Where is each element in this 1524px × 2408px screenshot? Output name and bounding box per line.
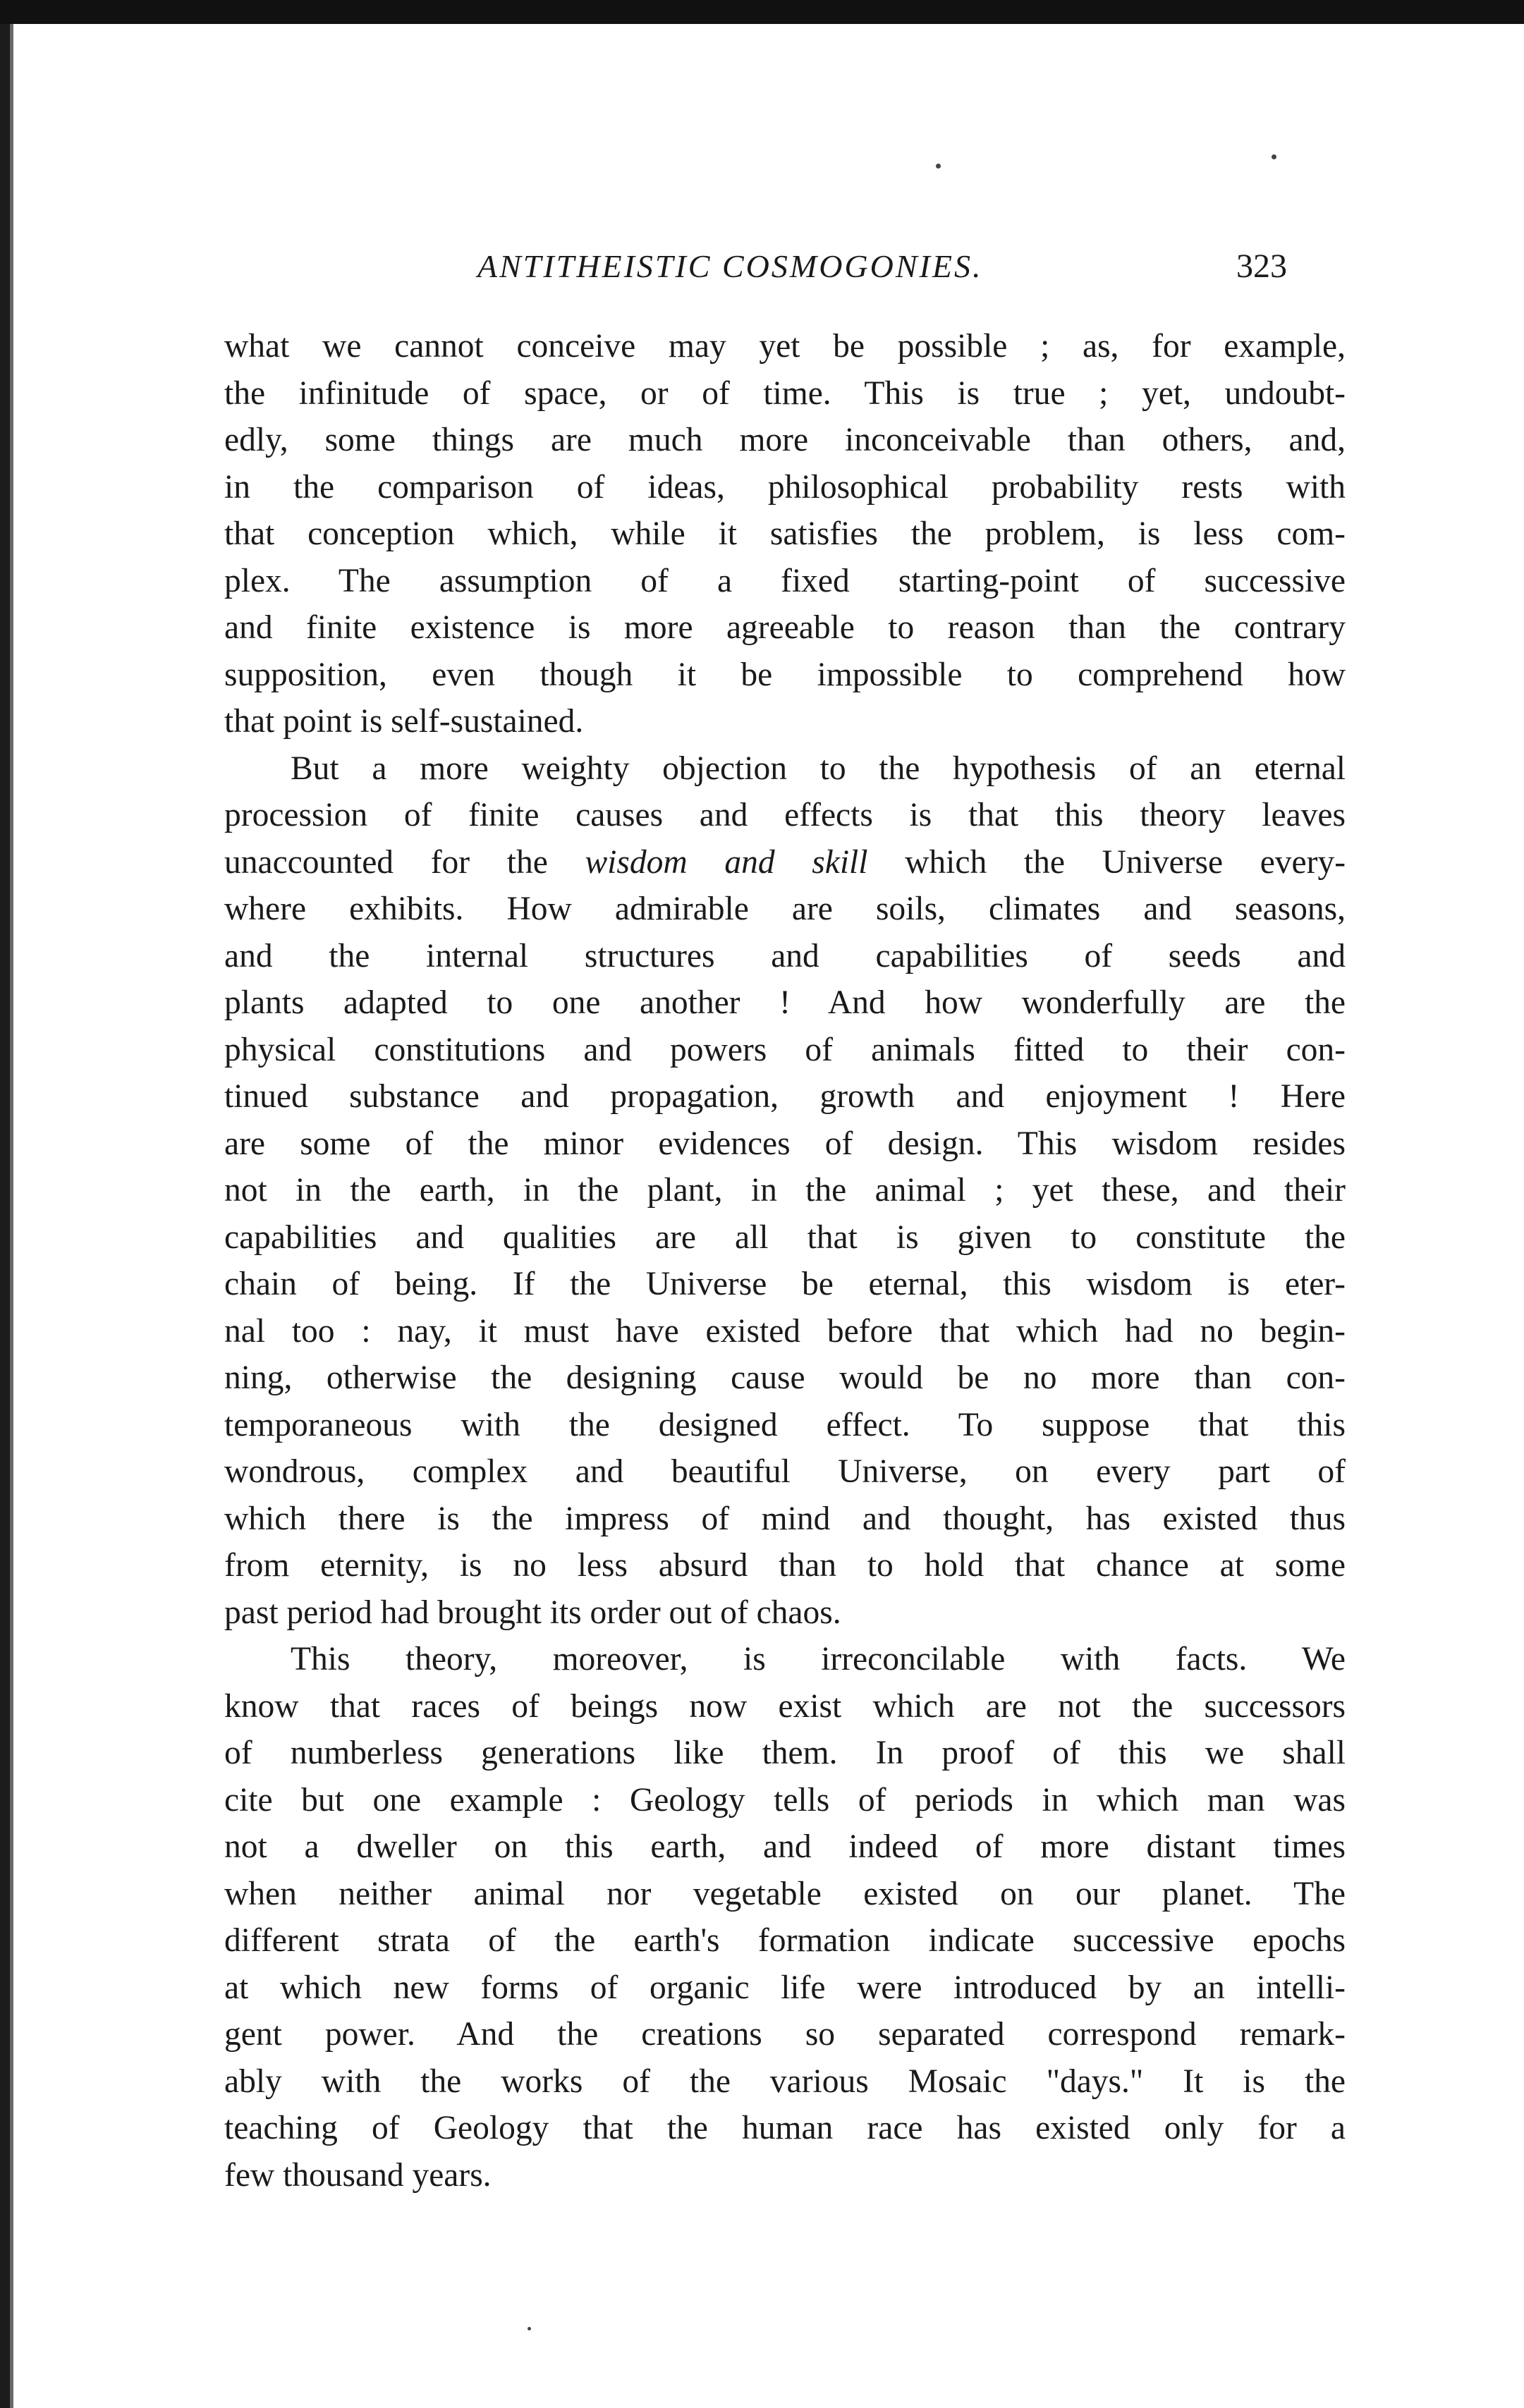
running-title: ANTITHEISTIC COSMOGONIES. [477, 248, 983, 284]
text-line: wondrous, complex and beautiful Universe, on every part of [224, 1453, 1346, 1490]
text-line: not in the earth, in the plant, in the animal ; yet these, and their [224, 1172, 1346, 1209]
text-line: supposition, even though it be impossible to comprehend how [224, 656, 1346, 693]
text-line: and the internal structures and capabilities of seeds and [224, 937, 1346, 974]
text-line: past period had brought its order out of chaos. [224, 1594, 841, 1631]
text-line: This theory, moreover, is irreconcilable with facts. We [291, 1641, 1346, 1677]
text-line: tinued substance and propagation, growth and enjoyment ! Here [224, 1078, 1346, 1115]
text-line: physical constitutions and powers of animals fitted to their con- [224, 1031, 1346, 1068]
body-text [224, 323, 1346, 2199]
text-line: gent power. And the creations so separated correspond remark- [224, 2016, 1346, 2053]
text-line: edly, some things are much more inconceivable than others, and, [224, 422, 1346, 458]
paragraph [224, 745, 1346, 1637]
page-number: 323 [1236, 247, 1287, 285]
text-line: capabilities and qualities are all that is given to constitute the [224, 1218, 1346, 1256]
text-line: the infinitude of space, or of time. This is true ; yet, undoubt- [224, 374, 1346, 412]
text-line: teaching of Geology that the human race has existed only for a [224, 2110, 1346, 2146]
text-line: ably with the works of the various Mosaic "days." It is the [224, 2062, 1346, 2100]
paragraph [224, 323, 1346, 745]
paragraph [224, 1636, 1346, 2199]
text-line: that conception which, while it satisfies the problem, is less com- [224, 515, 1346, 552]
text-segment: which the Universe every- [905, 843, 1346, 881]
scan-top-border [0, 0, 1524, 24]
text-line: procession of finite causes and effects is that this theory leaves [224, 797, 1346, 833]
text-line [224, 839, 1346, 886]
text-line: where exhibits. How admirable are soils, climates and seasons, [224, 891, 1346, 927]
text-line: not a dweller on this earth, and indeed of more distant times [224, 1828, 1346, 1865]
text-line: few thousand years. [224, 2156, 492, 2194]
text-line: at which new forms of organic life were introduced by an intelli- [224, 1969, 1346, 2006]
running-head [222, 245, 1351, 288]
text-line: cite but one example : Geology tells of periods in which man was [224, 1781, 1346, 1819]
text-line: that point is self-sustained. [224, 703, 584, 740]
text-line: chain of being. If the Universe be eternal, this wisdom is eter- [224, 1266, 1346, 1302]
scan-left-border [0, 24, 10, 2408]
scan-speck [1272, 154, 1276, 159]
text-line: plex. The assumption of a fixed starting-point of successive [224, 562, 1346, 599]
text-line: in the comparison of ideas, philosophical probability rests with [224, 468, 1346, 506]
text-line: from eternity, is no less absurd than to hold that chance at some [224, 1547, 1346, 1584]
text-line: and finite existence is more agreeable to reason than the contrary [224, 609, 1346, 646]
text-line: what we cannot conceive may yet be possible ; as, for example, [224, 328, 1346, 365]
text-line: nal too : nay, it must have existed before that which had no begin- [224, 1312, 1346, 1350]
scan-speck [528, 2327, 531, 2330]
text-line: ning, otherwise the designing cause would be no more than con- [224, 1359, 1346, 1396]
text-segment: unaccounted for the [224, 843, 548, 881]
text-line: temporaneous with the designed effect. To suppose that this [224, 1406, 1346, 1443]
text-line: But a more weighty objection to the hypothesis of an eternal [291, 750, 1346, 787]
scan-left-border-shadow [10, 24, 13, 2408]
text-line: which there is the impress of mind and thought, has existed thus [224, 1500, 1346, 1537]
text-line: are some of the minor evidences of design. This wisdom resides [224, 1125, 1346, 1162]
text-line: when neither animal nor vegetable existed on our planet. The [224, 1875, 1346, 1912]
text-line: of numberless generations like them. In proof of this we shall [224, 1735, 1346, 1771]
scan-speck [936, 164, 941, 169]
text-line: know that races of beings now exist which are not the successors [224, 1687, 1346, 1725]
italic-phrase: wisdom and skill [585, 843, 868, 881]
text-line: plants adapted to one another ! And how wonderfully are the [224, 984, 1346, 1021]
text-line: different strata of the earth's formation indicate successive epochs [224, 1922, 1346, 1959]
